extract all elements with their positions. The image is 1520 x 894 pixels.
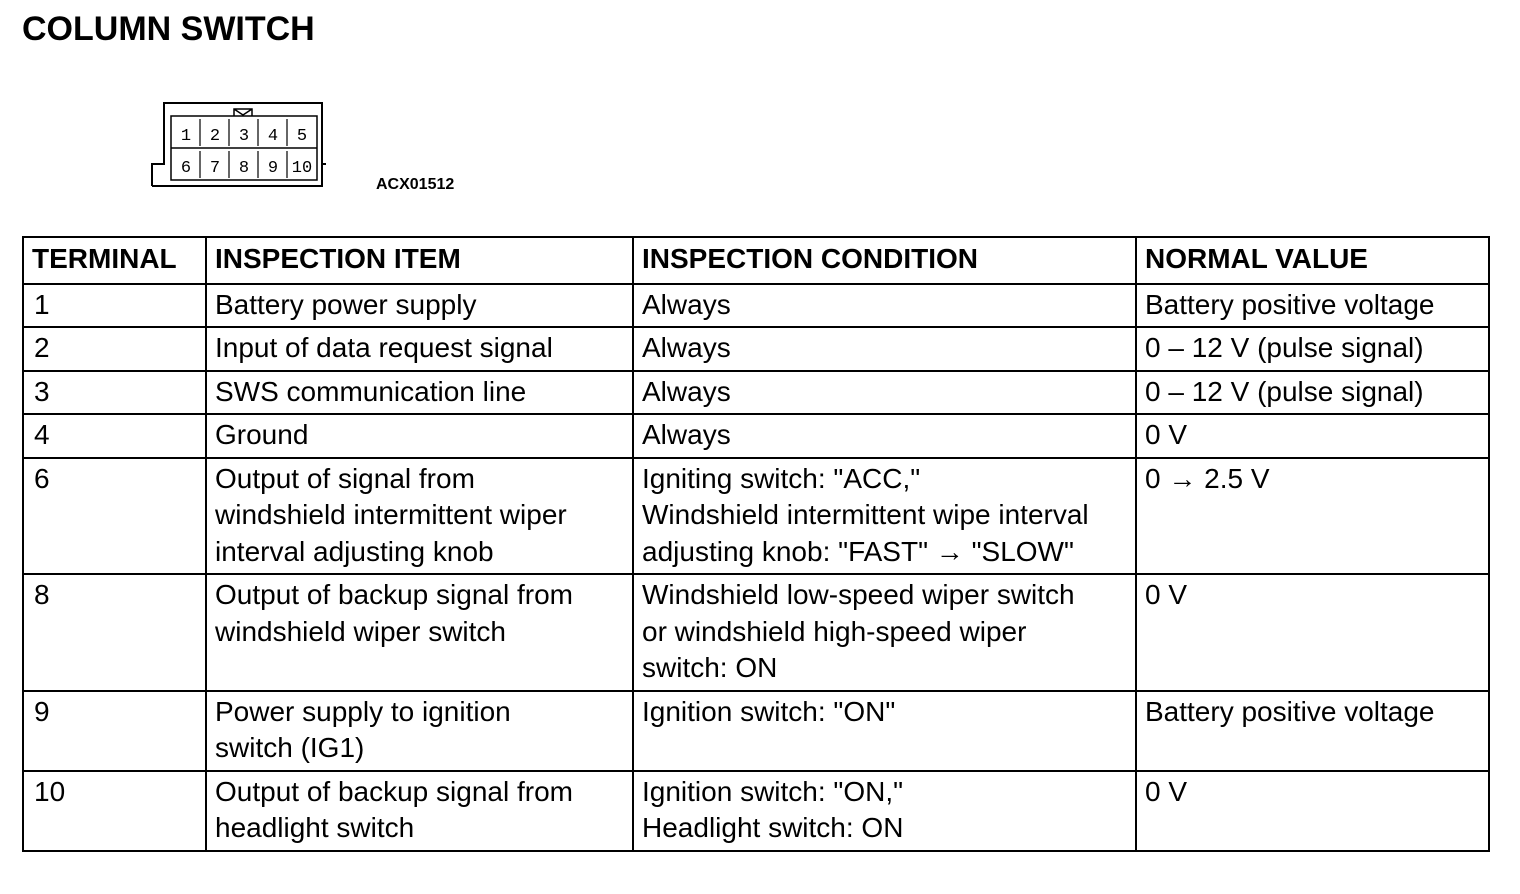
cell-line: Always	[642, 419, 731, 450]
pin-label: 9	[267, 159, 279, 178]
cell-line: Igniting switch: "ACC,"	[642, 462, 921, 494]
cell-value	[1136, 414, 1489, 458]
pin-label: 6	[180, 159, 192, 178]
cell-terminal: 1	[23, 284, 206, 328]
cell-condition	[633, 574, 1136, 691]
header-normal-value: NORMAL VALUE	[1136, 237, 1489, 284]
cell-line: 0 V	[1145, 579, 1188, 610]
header-terminal: TERMINAL	[23, 237, 206, 284]
table-body	[23, 284, 1489, 851]
cell-item	[206, 771, 633, 851]
cell-line: windshield intermittent wiper	[215, 499, 567, 530]
cell-condition	[633, 771, 1136, 851]
cell-line: 0 → 2.5 V	[1145, 462, 1270, 494]
connector-diagram	[150, 100, 326, 190]
cell-item	[206, 458, 633, 575]
cell-line: Input of data request signal	[215, 332, 553, 363]
cell-line: 0 – 12 V (pulse signal)	[1145, 375, 1424, 407]
cell-line: switch: ON	[642, 652, 778, 683]
connector-code: ACX01512	[376, 176, 455, 193]
cell-terminal: 4	[23, 414, 206, 458]
cell-terminal: 2	[23, 327, 206, 371]
table-row	[23, 691, 1489, 771]
pin-label: 3	[238, 127, 250, 146]
table-row	[23, 771, 1489, 851]
cell-terminal: 9	[23, 691, 206, 771]
pin-label: 8	[238, 159, 250, 178]
cell-line: headlight switch	[215, 812, 415, 843]
cell-line: Always	[642, 288, 731, 320]
cell-line: Battery positive voltage	[1145, 695, 1435, 727]
cell-value	[1136, 574, 1489, 691]
cell-item	[206, 691, 633, 771]
cell-line: Power supply to ignition	[215, 695, 511, 727]
cell-value	[1136, 327, 1489, 371]
table-row	[23, 284, 1489, 328]
header-inspection-condition: INSPECTION CONDITION	[633, 237, 1136, 284]
cell-line: SWS communication line	[215, 375, 527, 407]
cell-condition	[633, 458, 1136, 575]
cell-condition	[633, 414, 1136, 458]
cell-line: Output of backup signal from	[215, 775, 573, 807]
inspection-table	[22, 236, 1490, 852]
cell-line: Always	[642, 375, 731, 407]
cell-line: Headlight switch: ON	[642, 812, 904, 843]
cell-line: Ground	[215, 419, 309, 450]
cell-item	[206, 371, 633, 415]
cell-value	[1136, 284, 1489, 328]
cell-value	[1136, 458, 1489, 575]
cell-line: Always	[642, 332, 731, 363]
cell-line: Battery positive voltage	[1145, 288, 1435, 320]
table-row	[23, 574, 1489, 691]
cell-line: Output of signal from	[215, 462, 475, 494]
cell-line: 0 – 12 V (pulse signal)	[1145, 332, 1424, 363]
cell-item	[206, 284, 633, 328]
cell-terminal: 3	[23, 371, 206, 415]
cell-condition	[633, 327, 1136, 371]
table-row	[23, 371, 1489, 415]
cell-condition	[633, 284, 1136, 328]
cell-condition	[633, 691, 1136, 771]
cell-line: or windshield high-speed wiper	[642, 615, 1027, 647]
cell-item	[206, 414, 633, 458]
table-row	[23, 414, 1489, 458]
cell-value	[1136, 771, 1489, 851]
cell-terminal: 6	[23, 458, 206, 575]
pin-label: 7	[209, 159, 221, 178]
cell-line: Ignition switch: "ON,"	[642, 775, 904, 807]
pin-label: 1	[180, 127, 192, 146]
cell-item	[206, 574, 633, 691]
connector-lock-tab	[234, 109, 252, 116]
cell-value	[1136, 691, 1489, 771]
cell-value	[1136, 371, 1489, 415]
pin-label: 2	[209, 127, 221, 146]
pin-label: 4	[267, 127, 279, 146]
table-row	[23, 327, 1489, 371]
cell-condition	[633, 371, 1136, 415]
table-header-row	[23, 237, 1489, 284]
cell-line: switch (IG1)	[215, 732, 365, 763]
cell-item	[206, 327, 633, 371]
cell-line: windshield wiper switch	[215, 615, 507, 647]
cell-line: Ignition switch: "ON"	[642, 695, 896, 727]
cell-line: Windshield low-speed wiper switch	[642, 579, 1075, 610]
cell-line: interval adjusting knob	[215, 535, 494, 567]
cell-line: Battery power supply	[215, 288, 477, 320]
cell-terminal: 8	[23, 574, 206, 691]
cell-line: Windshield intermittent wipe interval	[642, 499, 1089, 530]
header-inspection-item: INSPECTION ITEM	[206, 237, 633, 284]
pin-label: 5	[296, 127, 308, 146]
cell-terminal: 10	[23, 771, 206, 851]
cell-line: adjusting knob: "FAST" → "SLOW"	[642, 535, 1074, 567]
cell-line: 0 V	[1145, 419, 1188, 450]
table-row	[23, 458, 1489, 575]
pin-label: 10	[291, 159, 313, 178]
page-title: COLUMN SWITCH	[22, 10, 315, 48]
cell-line: 0 V	[1145, 775, 1188, 807]
cell-line: Output of backup signal from	[215, 579, 573, 610]
